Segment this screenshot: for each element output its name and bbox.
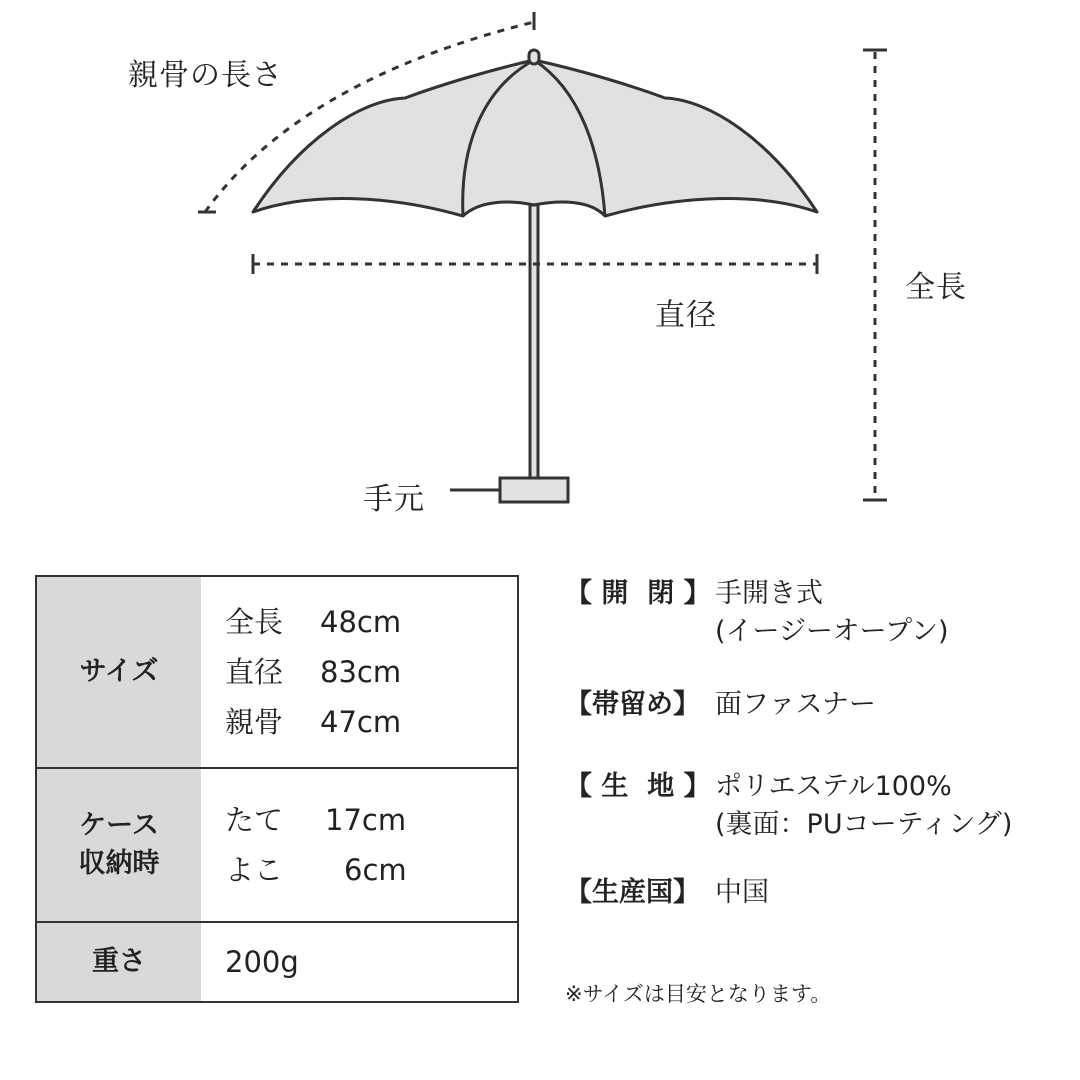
spec-item-strap [565, 686, 1070, 724]
size-value-diameter: 83cm [320, 655, 402, 689]
spec-value-open-close-line1: 手開き式 [715, 578, 823, 609]
case-key-height: たて [225, 803, 284, 837]
size-header-text: サイズ [79, 656, 159, 687]
case-header-line2: 収納時 [78, 848, 160, 879]
spec-label-origin: 【生産国】 [565, 877, 700, 908]
case-row-width [225, 845, 517, 895]
case-header-line1: ケース [79, 810, 159, 841]
case-value-height: 17cm [325, 803, 407, 837]
spec-value-open-close-line2: (イージーオープン) [715, 616, 949, 647]
size-spec-table [35, 575, 519, 1003]
spec-value-origin: 中国 [715, 877, 769, 908]
rib-length-label: 親骨の長さ [128, 58, 283, 93]
spec-item-origin [565, 874, 1070, 912]
umbrella-canopy [253, 60, 817, 216]
size-value-rib: 47cm [320, 705, 402, 739]
size-row-total [225, 597, 517, 647]
weight-header-text: 重さ [92, 946, 146, 977]
size-key-diameter: 直径 [225, 655, 284, 689]
table-row-weight [37, 923, 517, 1001]
size-disclaimer-note: ※サイズは目安となります。 [565, 982, 832, 1006]
umbrella-shaft [530, 205, 538, 480]
handle-label: 手元 [363, 482, 425, 517]
spec-value-fabric-line1: ポリエステル100% [715, 771, 952, 802]
size-key-total: 全長 [225, 605, 284, 639]
spec-value-strap: 面ファスナー [715, 689, 876, 720]
table-row-size [37, 577, 517, 769]
spec-value-open-close [715, 575, 1070, 651]
size-header [37, 577, 201, 767]
spec-value-fabric [715, 768, 1070, 844]
size-row-rib [225, 697, 517, 747]
size-values [201, 577, 517, 767]
diameter-label: 直径 [655, 298, 717, 333]
spec-label-strap: 【帯留め】 [565, 689, 700, 720]
total-length-label: 全長 [905, 270, 967, 305]
size-value-total: 48cm [320, 605, 402, 639]
spec-label-open-close: 【 開 閉 】 [565, 578, 711, 609]
umbrella-handle [500, 478, 568, 502]
spec-value-fabric-line2: (裏面：PUコーティング) [715, 809, 1013, 840]
case-row-height [225, 795, 517, 845]
case-header [37, 769, 201, 921]
weight-header [37, 923, 201, 1001]
size-row-diameter [225, 647, 517, 697]
case-key-width: よこ [225, 853, 284, 887]
weight-value: 200g [225, 945, 299, 979]
table-row-case [37, 769, 517, 923]
umbrella-tip [529, 50, 539, 64]
size-key-rib: 親骨 [225, 705, 284, 739]
weight-values [201, 923, 517, 1001]
case-values [201, 769, 517, 921]
spec-item-open-close [565, 575, 1070, 651]
case-value-width: 6cm [344, 853, 407, 887]
spec-item-fabric [565, 768, 1070, 844]
spec-label-fabric: 【 生 地 】 [565, 771, 711, 802]
